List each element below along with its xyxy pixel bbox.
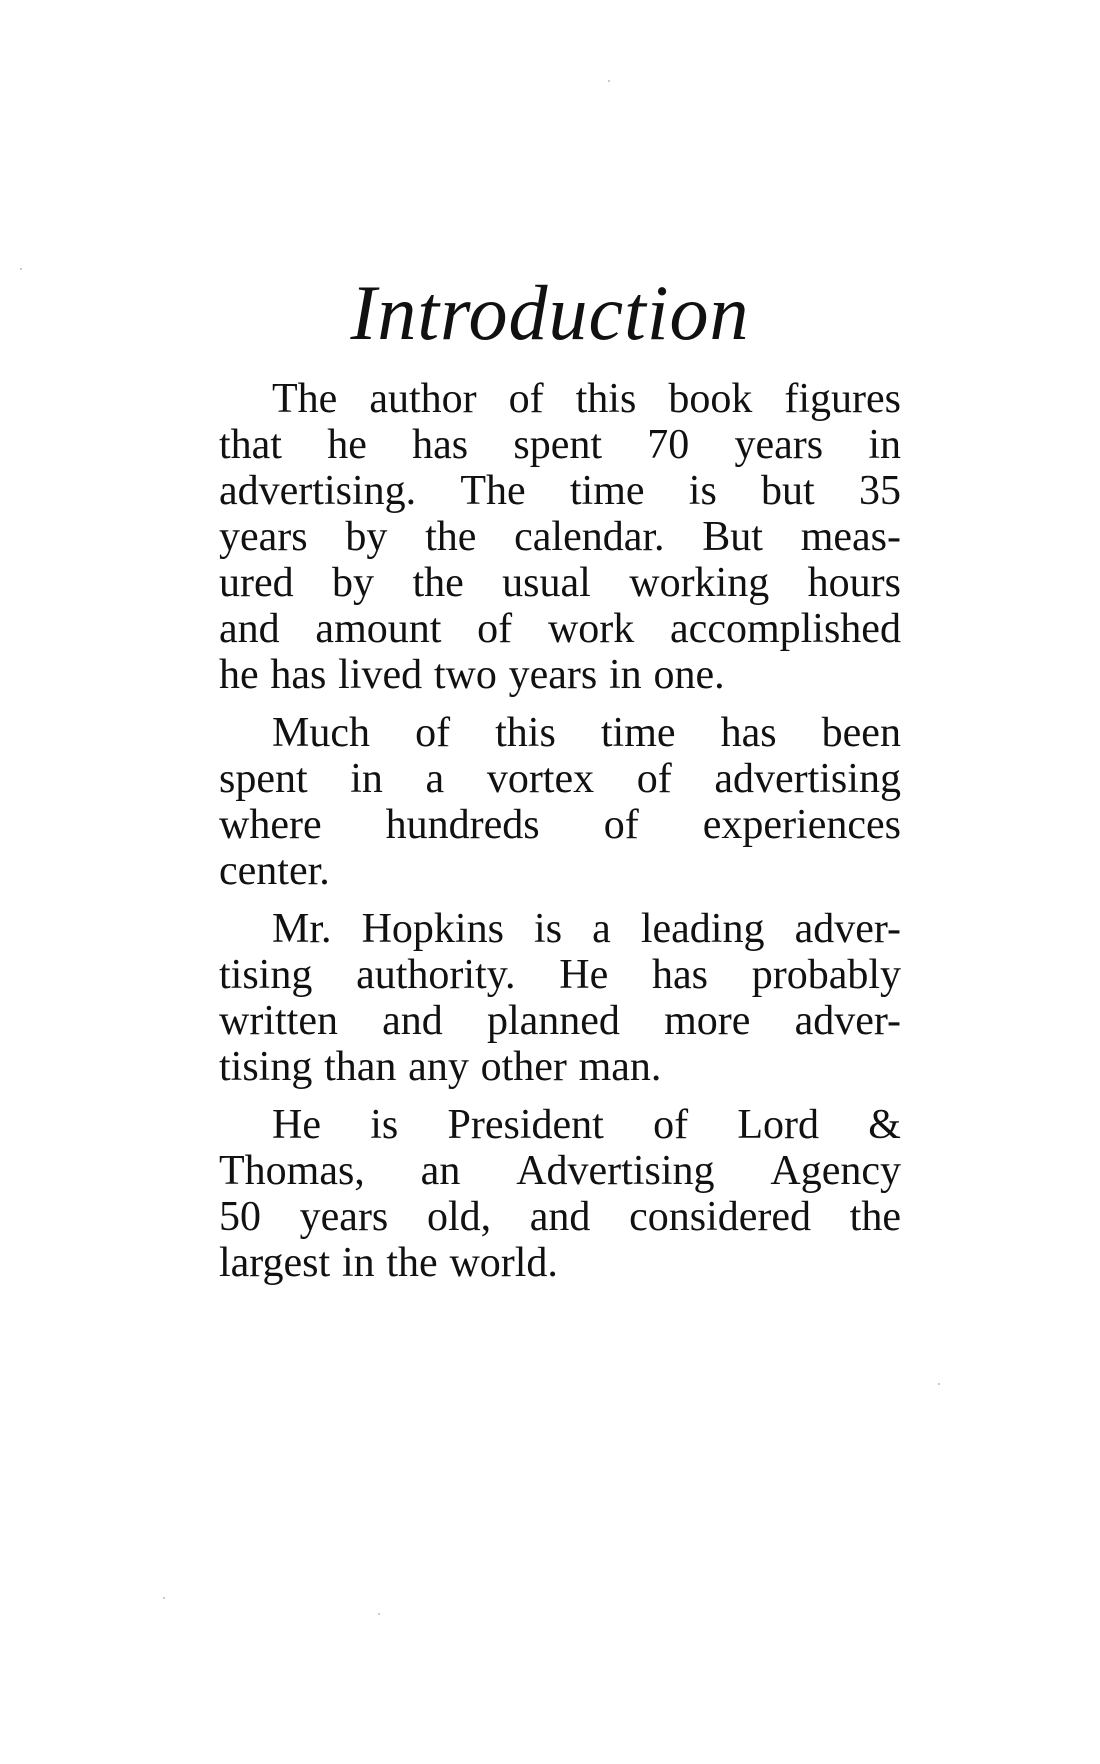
page-title: Introduction — [350, 269, 750, 356]
text-line: and amount of work accomplished — [219, 606, 901, 652]
text-line: center. — [219, 848, 330, 894]
paper-speck — [938, 1383, 940, 1385]
text-line: where hundreds of experiences — [219, 802, 901, 848]
text-line: 50 years old, and considered the — [219, 1194, 901, 1240]
paragraph — [219, 906, 901, 1090]
paragraph — [219, 710, 901, 894]
text-line: He is President of Lord & — [272, 1102, 901, 1148]
text-line: years by the calendar. But meas- — [219, 514, 901, 560]
paper-speck — [20, 268, 22, 270]
paper-speck — [163, 1597, 165, 1599]
text-line: Mr. Hopkins is a leading adver- — [272, 906, 901, 952]
paragraph — [219, 1102, 901, 1286]
body-text — [219, 376, 901, 1298]
text-line: that he has spent 70 years in — [219, 422, 901, 468]
text-line: largest in the world. — [219, 1240, 558, 1286]
text-line: he has lived two years in one. — [219, 652, 725, 698]
paragraph — [219, 376, 901, 698]
text-line: spent in a vortex of advertising — [219, 756, 901, 802]
text-line: The author of this book figures — [272, 376, 901, 422]
text-line: Thomas, an Advertising Agency — [219, 1148, 901, 1194]
paper-speck — [378, 1613, 380, 1615]
text-line: Much of this time has been — [272, 710, 901, 756]
text-line: written and planned more adver- — [219, 998, 901, 1044]
text-line: tising authority. He has probably — [219, 952, 901, 998]
text-line: advertising. The time is but 35 — [219, 468, 901, 514]
text-line: tising than any other man. — [219, 1044, 662, 1090]
text-line: ured by the usual working hours — [219, 560, 901, 606]
paper-speck — [608, 80, 610, 82]
